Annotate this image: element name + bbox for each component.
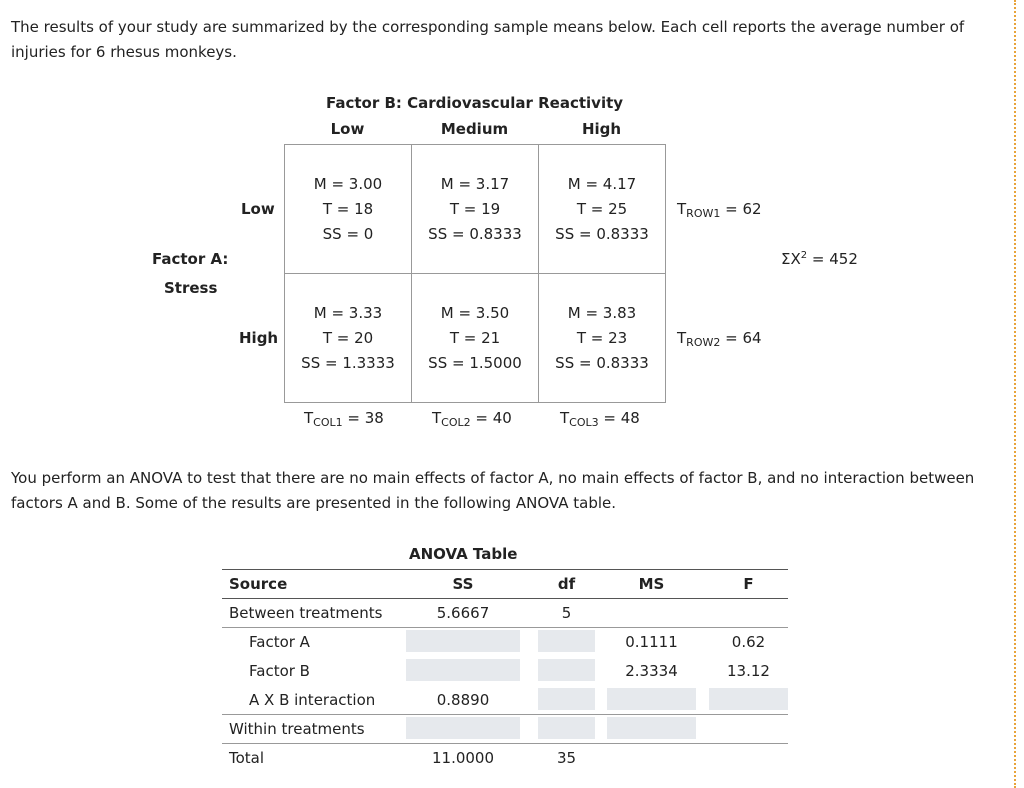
anova-ss-input-factor-b[interactable] [406, 659, 520, 681]
anova-ms-input-interaction[interactable] [607, 688, 696, 710]
col-total-3: $T_{COL3} = 48$ [560, 409, 640, 429]
anova-df-input-within[interactable] [538, 717, 595, 739]
anova-f-value: 13.12 [727, 662, 770, 680]
col-total-1: $T_{COL1} = 38$ [304, 409, 384, 429]
cell-ss: SS = 1.5000 [428, 353, 522, 372]
cell-ss: SS = 0.8333 [428, 224, 522, 243]
anova-top-rule [222, 569, 788, 570]
factor-a-label: Factor A: [152, 250, 229, 268]
anova-row-source: Within treatments [229, 720, 365, 738]
anova-header-source: Source [229, 575, 288, 593]
cell-mean: M = 3.33 [313, 303, 383, 322]
anova-row-source: Between treatments [229, 604, 383, 622]
col-header-high: High [581, 120, 622, 138]
anova-ms-value: 2.3334 [625, 662, 678, 680]
col-total-2: $T_{COL2} = 40$ [432, 409, 512, 429]
anova-df-input-interaction[interactable] [538, 688, 595, 710]
anova-ss-value: 11.0000 [431, 749, 495, 767]
anova-ss-value: 5.6667 [436, 604, 490, 622]
anova-row-source: Factor B [249, 662, 310, 680]
row-total-1: $T_{ROW1} = 62$ [677, 200, 762, 220]
cell-a1-b1 [284, 144, 412, 274]
cell-mean: M = 3.50 [440, 303, 510, 322]
cell-a2-b3 [538, 273, 666, 403]
anova-ss-value: 0.8890 [436, 691, 490, 709]
anova-row-source: Total [229, 749, 265, 767]
cell-ss: SS = 0 [322, 224, 374, 243]
cell-total: T = 19 [449, 199, 501, 218]
cell-mean: M = 3.83 [567, 303, 637, 322]
cell-mean: M = 3.17 [440, 174, 510, 193]
anova-ms-input-within[interactable] [607, 717, 696, 739]
anova-header-rule [222, 598, 788, 599]
anova-row-source: A X B interaction [249, 691, 376, 709]
anova-df-input-factor-b[interactable] [538, 659, 595, 681]
cell-a1-b2 [411, 144, 539, 274]
anova-intro-paragraph: You perform an ANOVA to test that there are no main effects of factor A, no main effects of factor B, and no interaction between factors A and B. Some of the results are presented in the following ANOVA table. [11, 469, 975, 512]
anova-ss-input-factor-a[interactable] [406, 630, 520, 652]
cell-a2-b1 [284, 273, 412, 403]
anova-ss-input-within[interactable] [406, 717, 520, 739]
anova-df-value: 5 [561, 604, 572, 622]
anova-row-rule [222, 627, 788, 628]
anova-df-value: 35 [556, 749, 577, 767]
row-total-2: $T_{ROW2} = 64$ [677, 329, 762, 349]
anova-f-value: 0.62 [731, 633, 766, 651]
anova-header-ss: SS [452, 575, 474, 593]
anova-row-source: Factor A [249, 633, 310, 651]
row-label-low: Low [241, 200, 275, 218]
cell-ss: SS = 1.3333 [301, 353, 395, 372]
cell-total: T = 23 [576, 328, 628, 347]
factor-a-name: Stress [164, 279, 218, 297]
anova-header-f: F [743, 575, 754, 593]
cell-total: T = 25 [576, 199, 628, 218]
anova-ms-value: 0.1111 [625, 633, 678, 651]
anova-f-input-interaction[interactable] [709, 688, 788, 710]
cell-ss: SS = 0.8333 [555, 353, 649, 372]
cell-a1-b3 [538, 144, 666, 274]
anova-row-rule [222, 714, 788, 715]
cell-total: T = 20 [322, 328, 374, 347]
anova-table-title: ANOVA Table [409, 545, 518, 563]
anova-header-df: df [557, 575, 576, 593]
cell-total: T = 21 [449, 328, 501, 347]
cell-ss: SS = 0.8333 [555, 224, 649, 243]
cell-mean: M = 3.00 [313, 174, 383, 193]
anova-row-rule [222, 743, 788, 744]
col-header-medium: Medium [440, 120, 509, 138]
col-header-low: Low [330, 120, 365, 138]
factor-b-title: Factor B: Cardiovascular Reactivity [326, 94, 624, 112]
anova-header-ms: MS [638, 575, 665, 593]
row-label-high: High [239, 329, 279, 347]
cell-mean: M = 4.17 [567, 174, 637, 193]
cell-a2-b2 [411, 273, 539, 403]
cell-total: T = 18 [322, 199, 374, 218]
anova-df-input-factor-a[interactable] [538, 630, 595, 652]
intro-paragraph: The results of your study are summarized by the corresponding sample means below. Each cell reports the average number of injuries for 6 rhesus monkeys. [11, 18, 965, 61]
sum-x-squared: $\Sigma X^2 = 452$ [781, 250, 858, 268]
page-edge-dotted-line [1014, 0, 1016, 788]
